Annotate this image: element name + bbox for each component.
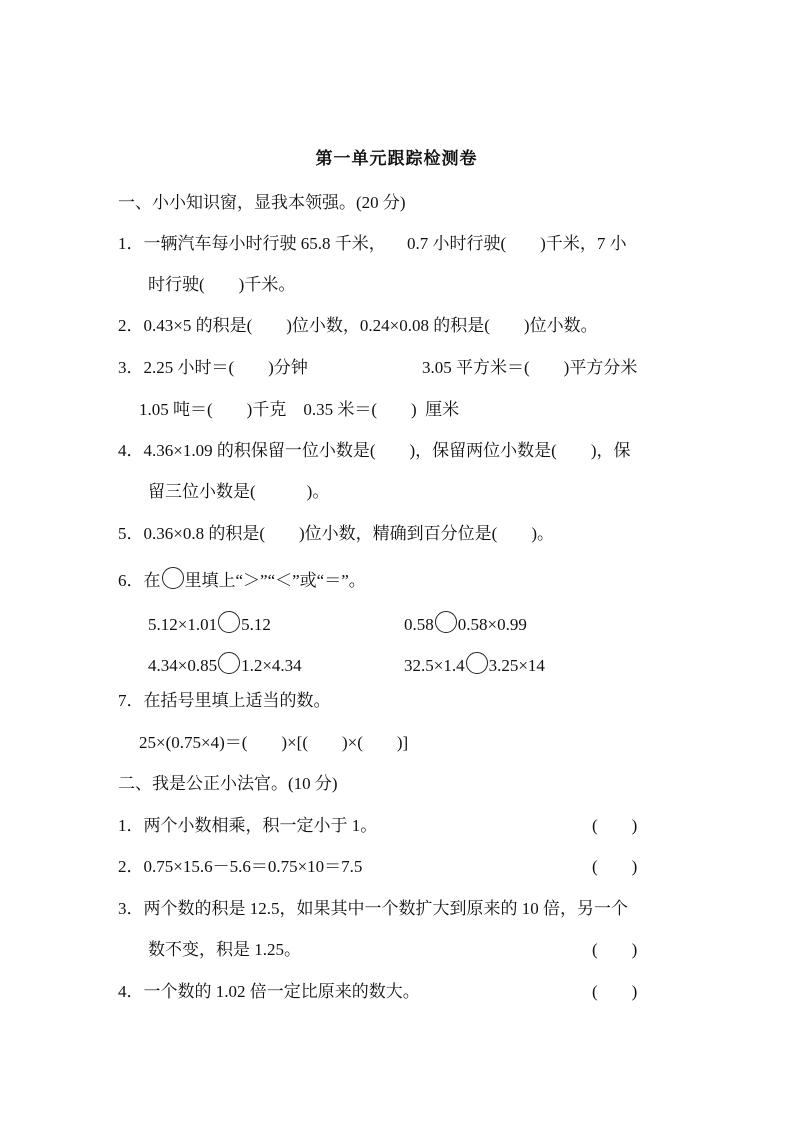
q7-expression: 25×(0.75×4)＝( )×[( )×( )] [139,733,409,752]
q2: 2．0.43×5 的积是( )位小数，0.24×0.08 的积是( )位小数。 [118,316,598,335]
tf-q4: 4．一个数的 1.02 倍一定比原来的数大。 [118,982,420,1001]
q5: 5．0.36×0.8 的积是( )位小数，精确到百分位是( )。 [118,524,554,543]
answer-paren[interactable]: ( ) [592,940,638,959]
q6-item-4 [404,652,545,677]
section1-heading: 一、小小知识窗，显我本领强。(20 分) [118,193,406,212]
q6-item-4-right: 3.25×14 [488,656,545,675]
q6-item-3-left: 4.34×0.85 [148,656,218,675]
section2-heading: 二、我是公正小法官。(10 分) [118,774,338,793]
compare-circle-input[interactable] [218,652,240,674]
tf-q2: 2．0.75×15.6－5.6＝0.75×10＝7.5 [118,857,363,876]
tf-q1: 1．两个小数相乘，积一定小于 1。 [118,816,378,835]
answer-paren[interactable]: ( ) [592,816,638,835]
page-title: 第一单元跟踪检测卷 [315,149,478,168]
q3-line1-right: 3.05 平方米＝( )平方分米 [422,358,638,377]
tf-q3-line2: 数不变，积是 1.25。 [148,940,301,959]
answer-paren[interactable]: ( ) [592,982,638,1001]
compare-circle-input[interactable] [466,652,488,674]
q6-item-1-left: 5.12×1.01 [148,615,218,634]
q6-item-3-right: 1.2×4.34 [241,656,302,675]
q4-line2: 留三位小数是( )。 [148,482,330,501]
q3-line2: 1.05 吨＝( )千克 0.35 米＝( ) 厘米 [139,400,460,419]
q6-item-1-right: 5.12 [241,615,271,634]
answer-paren[interactable]: ( ) [592,857,638,876]
q6-suffix: 里填上“＞”“＜”或“＝”。 [184,571,366,590]
q6-instruction [118,567,366,592]
q6-item-3 [148,652,302,677]
q6-prefix: 6．在 [118,571,161,590]
compare-circle-icon [162,567,184,589]
q4-line1: 4．4.36×1.09 的积保留一位小数是( )，保留两位小数是( )，保 [118,441,631,460]
q6-item-2-right: 0.58×0.99 [457,615,527,634]
q6-item-2-left: 0.58 [404,615,434,634]
q1-line1: 1．一辆汽车每小时行驶 65.8 千米， 0.7 小时行驶( )千米，7 小 [118,234,627,253]
q6-item-2 [404,611,527,636]
q6-item-4-left: 32.5×1.4 [404,656,465,675]
q7: 7．在括号里填上适当的数。 [118,691,331,710]
compare-circle-input[interactable] [218,611,240,633]
q6-item-1 [148,611,271,636]
tf-q3-line1: 3．两个数的积是 12.5，如果其中一个数扩大到原来的 10 倍，另一个 [118,899,628,918]
compare-circle-input[interactable] [435,611,457,633]
q1-line2: 时行驶( )千米。 [148,275,296,294]
q3-line1-left: 3．2.25 小时＝( )分钟 [118,358,308,377]
